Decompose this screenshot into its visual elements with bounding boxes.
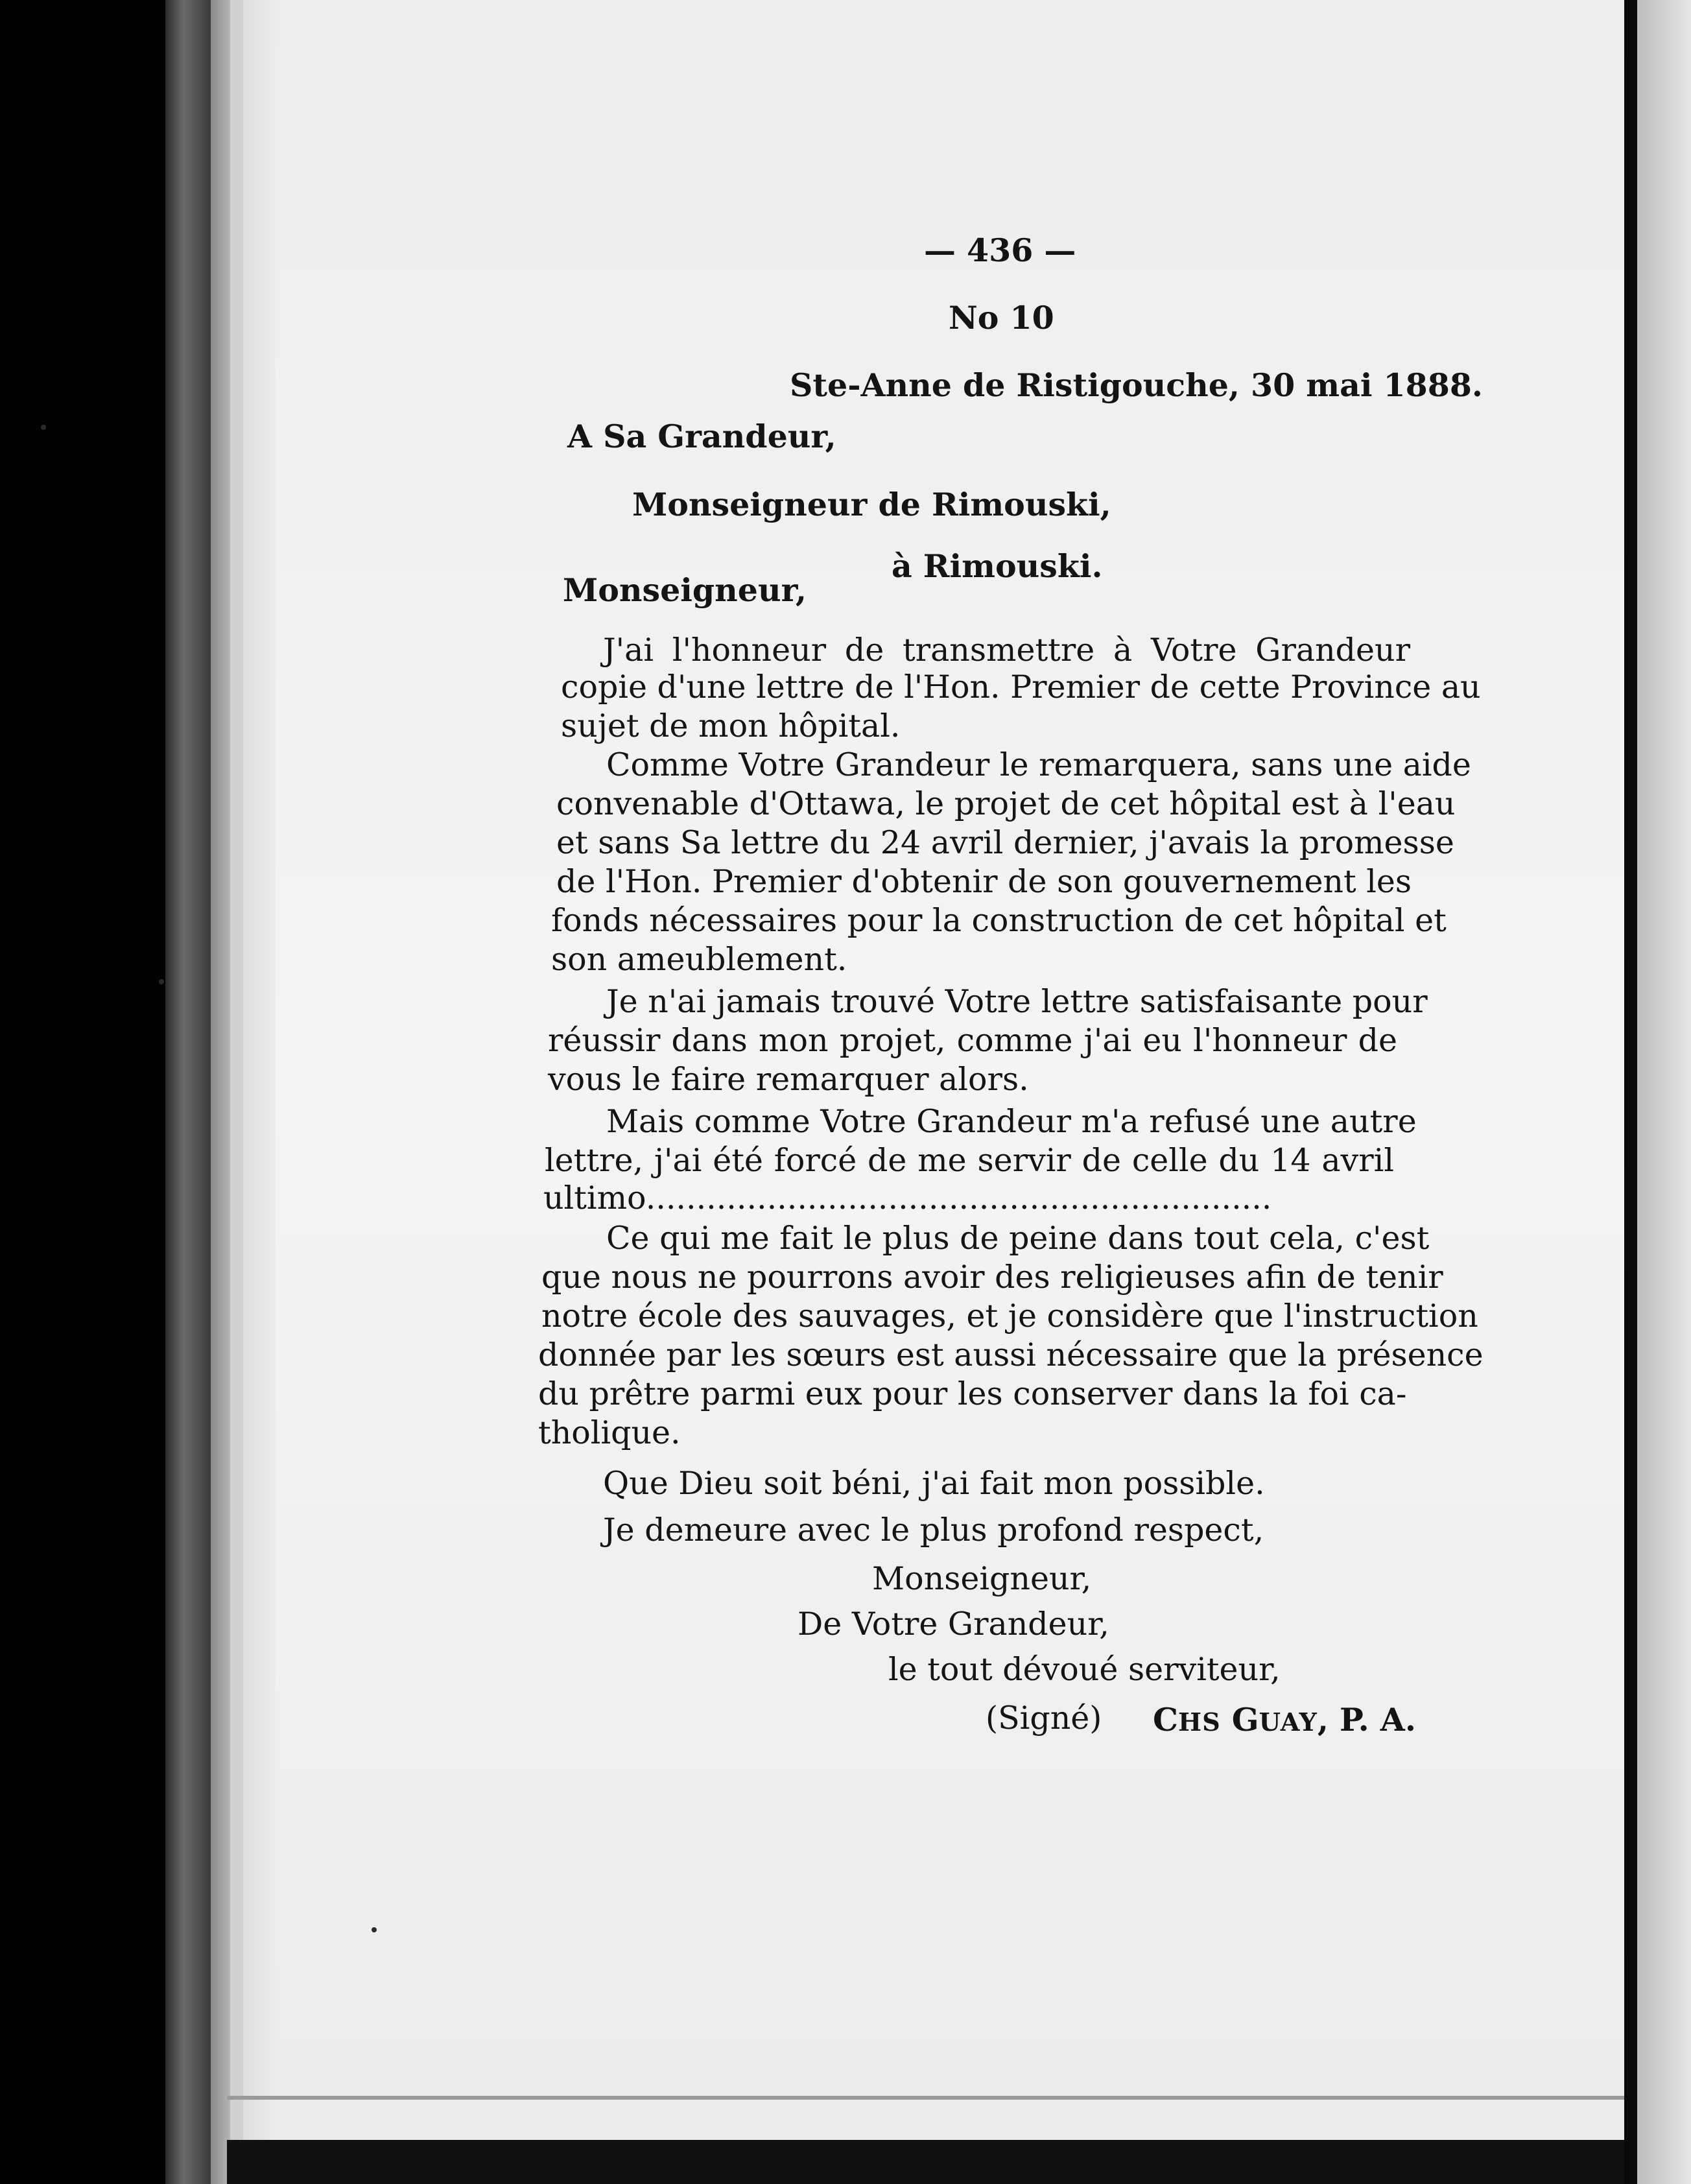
body-line: réussir dans mon projet, comme j'ai eu l'honneur de [548,1022,1397,1059]
body-line: que nous ne pourrons avoir des religieuses afin de tenir [541,1259,1443,1296]
signature-name-first: G [1231,1701,1259,1739]
signature-name-rest: UAY [1259,1708,1318,1737]
body-line: fonds nécessaires pour la construction de cet hôpital et [551,902,1447,939]
closing-line-3: le tout dévoué serviteur, [888,1651,1281,1688]
signature-suffix: , P. A. [1317,1701,1416,1739]
body-line: Mais comme Votre Grandeur m'a refusé une autre [606,1103,1417,1140]
address-line-1: A Sa Grandeur, [567,418,836,455]
microfilm-bottom-margin [227,2140,1624,2184]
microfilm-page-edge [211,0,230,2184]
address-line-2: Monseigneur de Rimouski, [632,486,1111,523]
signature [1153,1700,1416,1742]
scan-speck [159,979,164,984]
body-line: et sans Sa lettre du 24 avril dernier, j'avais la promesse [556,824,1454,861]
address-line-3: à Rimouski. [892,547,1103,585]
body-line: sujet de mon hôpital. [561,707,901,744]
closing-line-1: Monseigneur, [872,1560,1092,1597]
microfilm-page-edge [165,0,211,2184]
page-gutter [1624,0,1637,2184]
body-line: tholique. [538,1414,681,1451]
facing-page-edge [1637,0,1691,2184]
body-line: ultimo.............................................................. [543,1180,1272,1217]
body-line: lettre, j'ai été forcé de me servir de celle du 14 avril [545,1142,1394,1179]
page-bottom-edge [227,2096,1624,2100]
body-line: Que Dieu soit béni, j'ai fait mon possible. [603,1465,1265,1502]
page-number: — 436 — [924,231,1076,269]
dateline: Ste-Anne de Ristigouche, 30 mai 1888. [790,366,1483,404]
body-line: copie d'une lettre de l'Hon. Premier de cette Province au [561,669,1481,706]
signed-label: (Signé) [986,1700,1102,1737]
scan-speck [41,425,46,430]
microfilm-page-edge [230,0,243,2184]
body-line: son ameublement. [551,941,847,978]
salutation: Monseigneur, [563,571,807,609]
closing-line-2: De Votre Grandeur, [798,1606,1109,1643]
signature-prefix-small: HS [1178,1708,1221,1737]
document-number: No 10 [949,299,1054,337]
body-line: notre école des sauvages, et je considère que l'instruction [541,1298,1478,1335]
body-line: convenable d'Ottawa, le projet de cet hôpital est à l'eau [556,785,1456,822]
body-line: Ce qui me fait le plus de peine dans tout cela, c'est [606,1220,1430,1257]
signature-prefix: C [1153,1701,1178,1739]
microfilm-page-edge [243,0,276,2184]
body-line: du prêtre parmi eux pour les conserver dans la foi ca- [538,1375,1407,1412]
body-line: Je demeure avec le plus profond respect, [603,1512,1264,1549]
body-line: de l'Hon. Premier d'obtenir de son gouvernement les [556,863,1412,900]
body-line: vous le faire remarquer alors. [548,1061,1029,1098]
body-line: donnée par les sœurs est aussi nécessaire que la présence [538,1336,1484,1373]
scan-speck [372,1927,377,1932]
body-line: Comme Votre Grandeur le remarquera, sans une aide [606,746,1471,783]
body-line: Je n'ai jamais trouvé Votre lettre satisfaisante pour [606,983,1428,1020]
body-line: J'ai l'honneur de transmettre à Votre Grandeur [603,632,1410,669]
